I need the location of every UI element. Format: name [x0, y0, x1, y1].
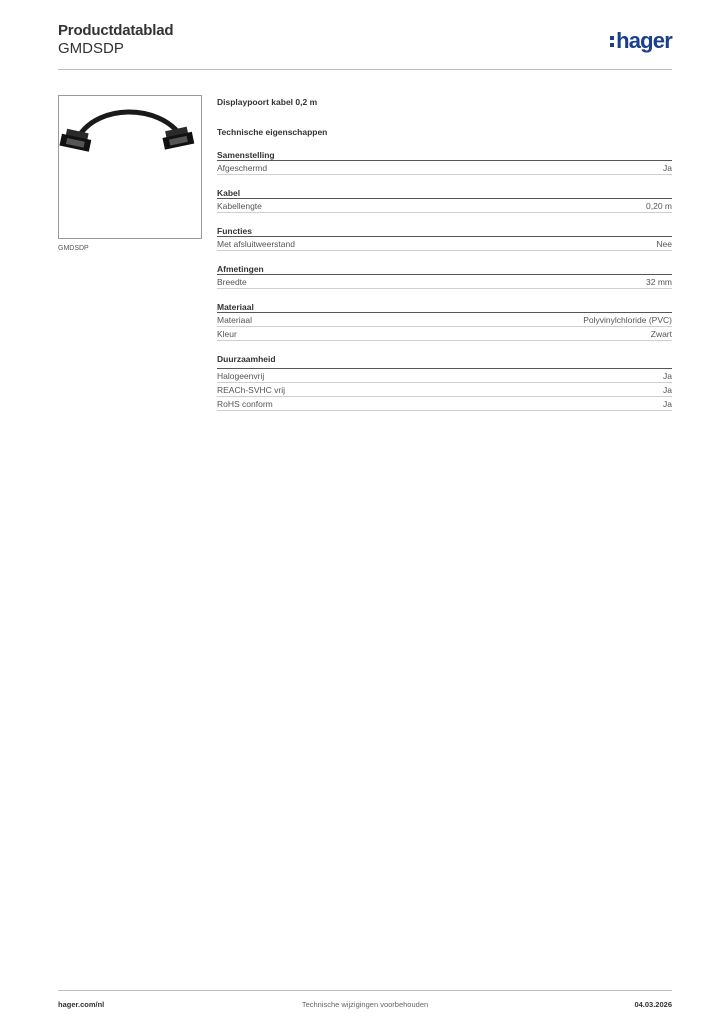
spec-group-kabel: [217, 188, 672, 213]
spec-group-functies: [217, 226, 672, 251]
spec-label: RoHS conform: [217, 399, 273, 409]
spec-value: Ja: [663, 371, 672, 381]
product-image: [58, 95, 202, 239]
group-title: Kabel: [217, 188, 672, 199]
spec-content: [217, 97, 672, 411]
spec-value: 0,20 m: [646, 201, 672, 211]
logo-text: hager: [616, 28, 672, 53]
group-title: Samenstelling: [217, 150, 672, 161]
spec-value: Nee: [656, 239, 672, 249]
spec-value: Ja: [663, 399, 672, 409]
spec-value: Ja: [663, 163, 672, 173]
spec-group-duurzaamheid: [217, 354, 672, 411]
spec-label: Afgeschermd: [217, 163, 268, 173]
spec-group-afmetingen: [217, 264, 672, 289]
spec-row: [217, 161, 672, 175]
spec-label: Breedte: [217, 277, 247, 287]
group-title: Functies: [217, 226, 672, 237]
spec-value: Ja: [663, 385, 672, 395]
spec-row: [217, 397, 672, 411]
spec-row: [217, 313, 672, 327]
spec-label: REACh-SVHC vrij: [217, 385, 286, 395]
group-title: Duurzaamheid: [217, 354, 672, 369]
spec-row: [217, 383, 672, 397]
spec-row: [217, 199, 672, 213]
spec-row: [217, 327, 672, 341]
page-header: [58, 22, 672, 70]
spec-group-materiaal: [217, 302, 672, 341]
spec-label: Kabellengte: [217, 201, 262, 211]
spec-value: Zwart: [650, 329, 672, 339]
logo-dots-icon: [610, 36, 614, 47]
spec-group-samenstelling: [217, 150, 672, 175]
spec-label: Materiaal: [217, 315, 252, 325]
product-code: GMDSDP: [58, 40, 124, 57]
hager-logo: [610, 28, 672, 54]
spec-row: [217, 275, 672, 289]
section-heading: Technische eigenschappen: [217, 127, 328, 137]
footer-date: 04.03.2026: [634, 1000, 672, 1009]
spec-label: Kleur: [217, 329, 237, 339]
document-title: Productdatablad: [58, 22, 174, 39]
product-name: Displaypoort kabel 0,2 m: [217, 97, 318, 107]
footer-notice: Technische wijzigingen voorbehouden: [301, 1000, 429, 1009]
group-title: Afmetingen: [217, 264, 672, 275]
spec-row: [217, 237, 672, 251]
displayport-cable-icon: [59, 96, 201, 238]
spec-value: 32 mm: [646, 277, 672, 287]
group-title: Materiaal: [217, 302, 672, 313]
image-caption: GMDSDP: [58, 245, 89, 252]
spec-label: Met afsluitweerstand: [217, 239, 295, 249]
spec-value: Polyvinylchloride (PVC): [583, 315, 672, 325]
page-footer: [58, 990, 672, 1012]
spec-label: Halogeenvrij: [217, 371, 265, 381]
spec-row: [217, 369, 672, 383]
footer-url[interactable]: hager.com/nl: [58, 1000, 105, 1009]
